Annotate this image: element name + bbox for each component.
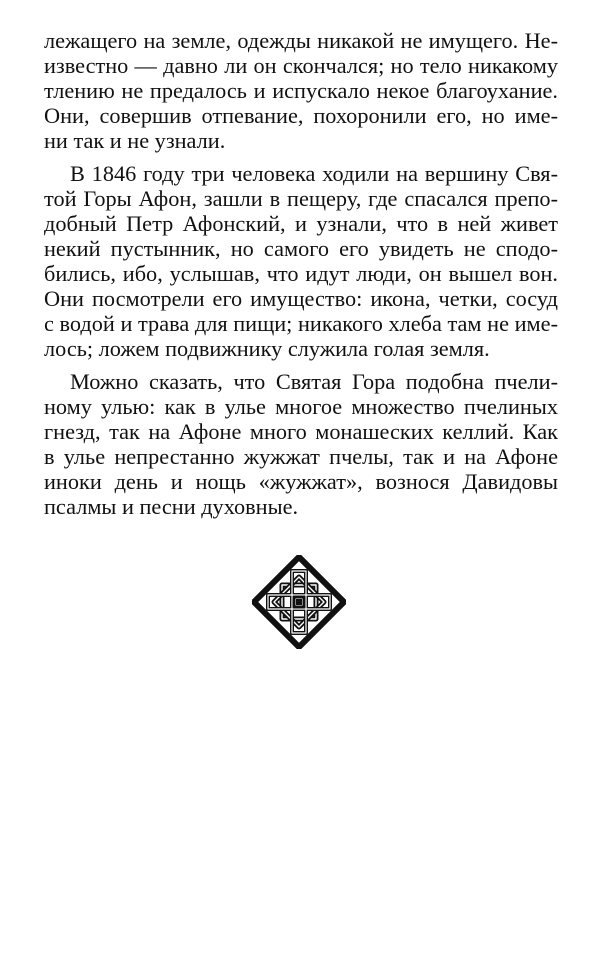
text-line: псалмы и песни духовные. bbox=[44, 494, 299, 519]
text-line: Можно сказать, что Святая Гора подобна пчели- bbox=[70, 369, 558, 394]
text-line: лось; ложем подвижнику служила голая земля. bbox=[44, 336, 490, 361]
page-text bbox=[44, 28, 558, 519]
celtic-knot-ornament-icon bbox=[252, 555, 346, 649]
paragraph-3 bbox=[44, 369, 558, 519]
text-line: Они, совершив отпевание, похоронили его, но име- bbox=[44, 103, 558, 128]
paragraph-2 bbox=[44, 161, 558, 361]
text-line: добный Петр Афонский, и узнали, что в ней живет bbox=[44, 211, 558, 236]
text-line: тлению не предалось и испускало некое благоухание. bbox=[44, 78, 558, 103]
text-line: В 1846 году три человека ходили на вершину Свя- bbox=[70, 161, 558, 186]
text-line: некий пустынник, но самого его увидеть не сподо- bbox=[44, 236, 558, 261]
text-line: иноки день и нощь «жужжат», вознося Давидовы bbox=[44, 469, 558, 494]
text-line: известно — давно ли он скончался; но тело никакому bbox=[44, 53, 558, 78]
text-line: ному улью: как в улье многое множество пчелиных bbox=[44, 394, 558, 419]
text-line: гнезд, так на Афоне много монашеских келлий. Как bbox=[44, 419, 558, 444]
text-line: бились, ибо, услышав, что идут люди, он вышел вон. bbox=[44, 261, 558, 286]
text-line: Они посмотрели его имущество: икона, четки, сосуд bbox=[44, 286, 558, 311]
text-line: лежащего на земле, одежды никакой не имущего. Не- bbox=[44, 28, 558, 53]
text-line: в улье непрестанно жужжат пчелы, так и на Афоне bbox=[44, 444, 558, 469]
text-line: с водой и трава для пищи; никакого хлеба там не име- bbox=[44, 311, 558, 336]
text-line: той Горы Афон, зашли в пещеру, где спасался препо- bbox=[44, 186, 558, 211]
paragraph-1 bbox=[44, 28, 558, 153]
text-line: ни так и не узнали. bbox=[44, 128, 226, 153]
